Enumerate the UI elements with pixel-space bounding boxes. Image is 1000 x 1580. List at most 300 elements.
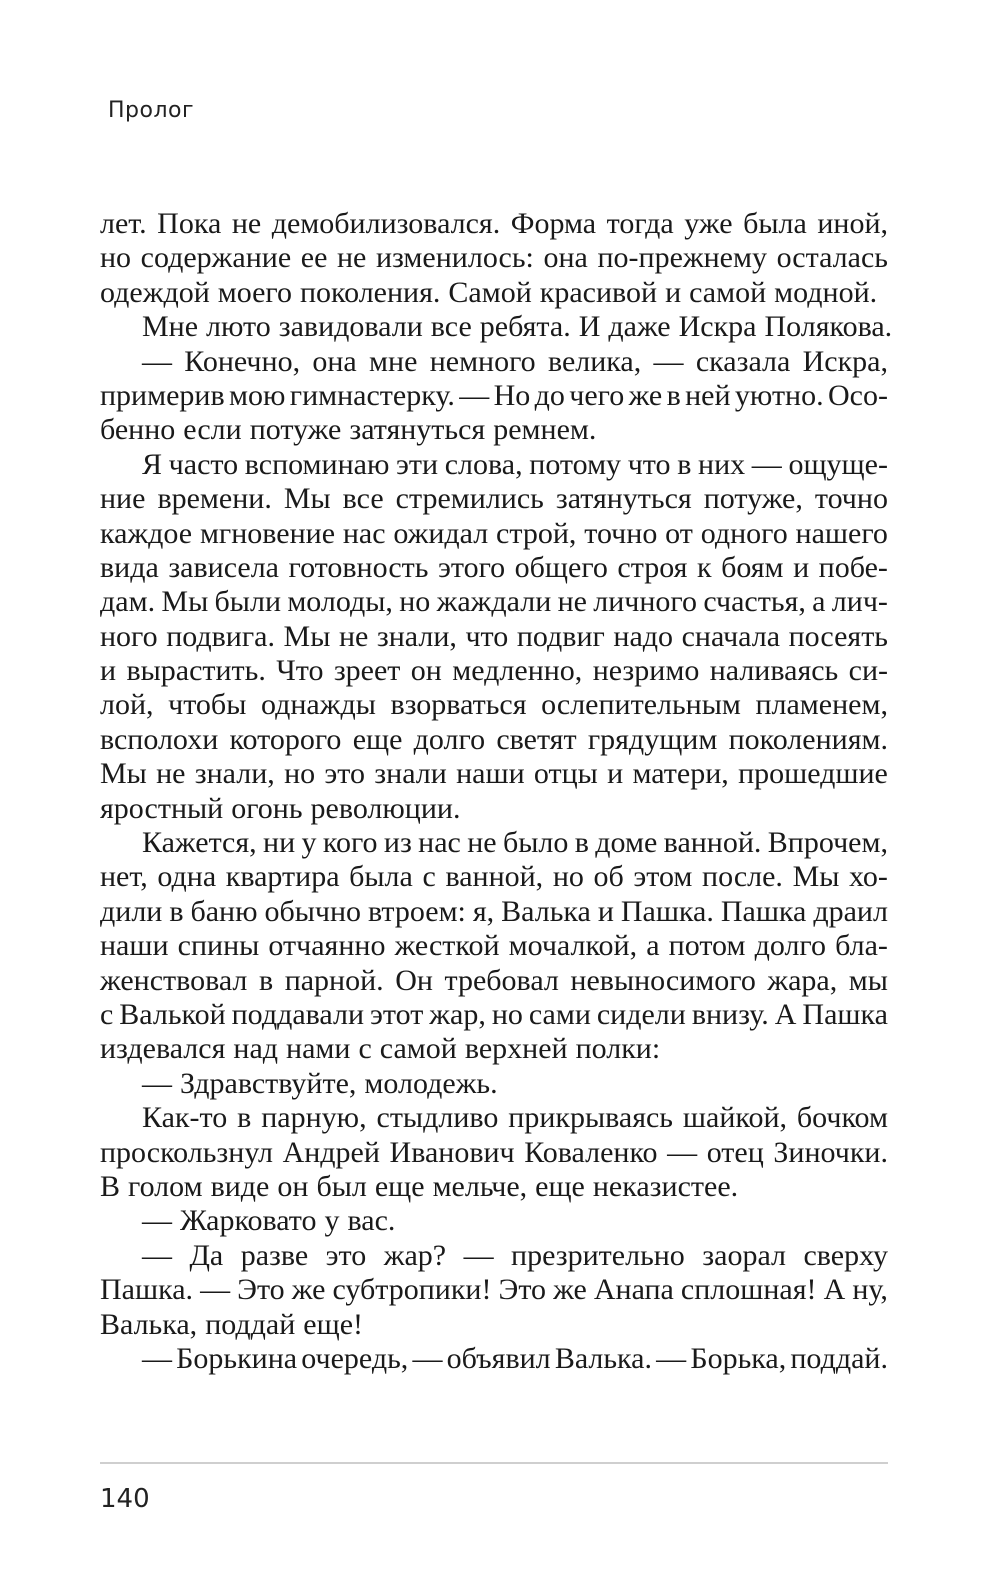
word: А <box>774 997 797 1031</box>
word: прикрываясь <box>508 1101 673 1135</box>
text-line <box>100 379 888 413</box>
text-line <box>100 929 888 963</box>
text-line <box>100 757 888 791</box>
word: но <box>399 585 431 619</box>
word: жаждали <box>436 585 552 619</box>
word: даже <box>608 310 671 344</box>
word: это <box>325 1238 367 1272</box>
word: строя <box>617 550 688 584</box>
word: А <box>823 1273 846 1307</box>
word: а <box>646 929 660 963</box>
word: — <box>142 1341 172 1375</box>
word: тогда <box>606 207 674 240</box>
word: потом <box>668 929 746 963</box>
word: а <box>812 585 826 619</box>
word: Это <box>498 1273 547 1307</box>
paragraph <box>100 1342 888 1376</box>
text-line <box>100 482 888 516</box>
word: парной. <box>284 963 384 997</box>
word: и <box>597 894 614 928</box>
word: си- <box>848 654 888 688</box>
text-line <box>100 276 888 310</box>
word: изменилось: <box>375 241 534 275</box>
word: Коваленко <box>524 1135 658 1169</box>
text-line <box>100 345 888 379</box>
word: она <box>543 241 588 275</box>
word: спины <box>177 929 260 963</box>
paragraph <box>100 345 888 448</box>
word: поколения. <box>300 275 441 309</box>
word: сначала <box>681 619 781 653</box>
word: проскользнул <box>100 1135 273 1169</box>
word: немного <box>429 344 536 378</box>
word: надо <box>613 619 674 653</box>
paragraph <box>100 1204 888 1238</box>
word: Кажется, <box>142 826 257 860</box>
word: лич- <box>831 585 888 619</box>
word: невыносимого <box>570 963 756 997</box>
word: Конечно, <box>184 344 301 378</box>
word: кого <box>322 826 378 860</box>
word: поддай <box>205 1307 296 1341</box>
word: издевался <box>100 1032 226 1066</box>
word: Пашка. <box>100 1273 194 1307</box>
text-line <box>100 1032 888 1066</box>
text-line <box>100 551 888 585</box>
word: эти <box>396 447 439 481</box>
word: голом <box>128 1169 203 1203</box>
paragraph <box>100 1101 888 1204</box>
paragraph <box>100 826 888 1067</box>
word: Но <box>493 378 531 412</box>
word: Иванович <box>389 1135 515 1169</box>
word: — <box>667 1135 698 1169</box>
word: если <box>183 413 242 447</box>
word: же <box>628 378 663 412</box>
word: бенно <box>100 413 176 447</box>
word: этого <box>437 550 506 584</box>
word: примерив <box>100 378 225 412</box>
word: ослепительным <box>541 688 741 722</box>
word: стыдливо <box>376 1101 499 1135</box>
word: разве <box>240 1238 309 1272</box>
text-line <box>100 1273 888 1307</box>
word: у <box>301 826 317 860</box>
word: мельче, <box>432 1169 528 1203</box>
word: верхней <box>464 1032 568 1066</box>
word: ощуще- <box>788 447 888 481</box>
word: не <box>338 619 369 653</box>
word: общего <box>514 550 608 584</box>
word: прошедшие <box>738 757 888 791</box>
word: жар? <box>383 1238 447 1272</box>
word: Валькой <box>119 997 226 1031</box>
word: бочком <box>796 1101 888 1135</box>
word: в <box>169 894 184 928</box>
word: огонь <box>231 791 303 825</box>
word: еще <box>535 1169 585 1203</box>
word: он <box>277 1169 309 1203</box>
word: — <box>656 1341 687 1375</box>
word: строй, <box>496 516 577 550</box>
word: наши <box>456 757 525 791</box>
word: все <box>342 482 384 516</box>
word: красивой <box>539 275 658 309</box>
text-line <box>100 413 888 447</box>
word: готовность <box>288 550 429 584</box>
word: знали, <box>194 757 275 791</box>
word: Самой <box>448 275 532 309</box>
word: но <box>284 757 316 791</box>
word: слова, <box>444 447 523 481</box>
word: — <box>459 378 490 412</box>
word: Мы <box>161 585 209 619</box>
word: жесткой <box>394 929 500 963</box>
word: яростный <box>100 791 224 825</box>
word: побе- <box>818 550 888 584</box>
word: демобилизовался. <box>271 207 501 240</box>
word: Это <box>237 1273 285 1307</box>
word: люто <box>206 310 271 344</box>
paragraph <box>100 448 888 826</box>
word: затянуться <box>555 482 692 516</box>
word: подвига. <box>166 619 275 653</box>
word: нет, <box>100 860 148 894</box>
text-line <box>100 620 888 654</box>
word: дили <box>100 894 163 928</box>
word: Искра <box>678 310 757 344</box>
word: же <box>291 1273 326 1307</box>
word: сверху <box>803 1238 888 1272</box>
word: — <box>751 447 782 481</box>
word: ремнем. <box>493 413 597 447</box>
text-line <box>100 723 888 757</box>
word: от <box>665 516 693 550</box>
word: обычно <box>264 894 362 928</box>
word: я, <box>472 894 495 928</box>
word: потуже <box>249 413 342 447</box>
word: были <box>214 585 281 619</box>
word: зависела <box>168 550 279 584</box>
text-line <box>100 1204 888 1238</box>
word: лет. <box>100 207 147 240</box>
word: к <box>696 550 712 584</box>
word: — <box>142 1238 172 1272</box>
word: внизу. <box>691 997 769 1031</box>
word: не <box>336 241 367 275</box>
word: неказистее. <box>592 1169 739 1203</box>
word: Жарковато <box>180 1204 317 1238</box>
word: затянуться <box>349 413 486 447</box>
text-line <box>100 1067 888 1101</box>
word: поколениям. <box>728 722 888 756</box>
word: был <box>316 1169 367 1203</box>
word: и <box>607 757 624 791</box>
word: осталась <box>776 241 888 275</box>
word: стремились <box>395 482 544 516</box>
word: Как-то <box>142 1101 228 1135</box>
word: Искра, <box>802 344 888 378</box>
text-line <box>100 310 893 344</box>
word: боям <box>721 550 784 584</box>
word: молодежь. <box>364 1066 498 1100</box>
word: И <box>578 310 601 344</box>
word: чего <box>569 378 625 412</box>
word: Анапа <box>593 1273 674 1307</box>
word: потуже, <box>703 482 803 516</box>
word: Да <box>189 1238 224 1272</box>
text-line <box>100 241 888 275</box>
word: ванной, <box>445 860 544 894</box>
word: модной. <box>774 275 878 309</box>
word: Пашка <box>720 894 807 928</box>
text-line <box>100 895 888 929</box>
word: нами <box>286 1032 351 1066</box>
word: медленно, <box>452 654 583 688</box>
word: Зиночки. <box>773 1135 888 1169</box>
word: — <box>200 1273 231 1307</box>
word: он <box>410 654 442 688</box>
word: у <box>324 1204 340 1238</box>
word: Борькина <box>176 1341 298 1375</box>
word: точно <box>814 482 888 516</box>
text-line <box>100 207 888 241</box>
word: одного <box>700 516 788 550</box>
footer-divider <box>100 1462 888 1464</box>
word: молоды, <box>287 585 393 619</box>
word: однажды <box>260 688 376 722</box>
word: грядущим <box>587 722 718 756</box>
word: этом <box>633 860 693 894</box>
word: мне <box>369 344 418 378</box>
word: мгновение <box>199 516 336 550</box>
word: часто <box>168 447 239 481</box>
word: сплошная! <box>680 1273 817 1307</box>
paragraph <box>100 310 893 344</box>
word: еще! <box>303 1307 364 1341</box>
word: Пашка <box>802 997 888 1031</box>
word: В <box>100 1169 121 1203</box>
word: и <box>100 654 117 688</box>
word: ней <box>685 378 731 412</box>
word: об <box>593 860 624 894</box>
word: иной, <box>817 207 888 240</box>
word: Здравствуйте, <box>180 1066 357 1100</box>
text-line <box>100 826 888 860</box>
word: ну, <box>852 1273 888 1307</box>
text-line <box>100 654 888 688</box>
word: была <box>349 860 413 894</box>
word: — <box>653 344 684 378</box>
word: по-прежнему <box>597 241 767 275</box>
word: сами <box>528 997 591 1031</box>
word: завидовали <box>278 310 423 344</box>
word: долго <box>413 722 486 756</box>
word: уже <box>684 207 733 240</box>
word: в <box>258 963 274 997</box>
word: это <box>324 757 366 791</box>
word: светят <box>496 722 577 756</box>
word: отцы <box>533 757 598 791</box>
word: вспоминаю <box>244 447 390 481</box>
text-line <box>100 1308 888 1342</box>
word: них <box>698 447 746 481</box>
word: нашего <box>795 516 888 550</box>
word: Валька, <box>100 1307 198 1341</box>
body-text <box>100 207 893 1376</box>
word: с <box>422 860 436 894</box>
word: точно <box>584 516 658 550</box>
word: отец <box>706 1135 764 1169</box>
word: — <box>142 1204 172 1238</box>
word: Валька. <box>554 1341 652 1375</box>
word: матери, <box>632 757 729 791</box>
word: и <box>665 275 682 309</box>
word: Он <box>395 963 433 997</box>
word: потому <box>529 447 622 481</box>
word: очередь, <box>301 1341 409 1375</box>
text-line <box>100 1136 888 1170</box>
word: Впрочем, <box>767 826 888 860</box>
word: Я <box>142 447 163 481</box>
word: дам. <box>100 585 156 619</box>
word: Мне <box>142 310 199 344</box>
word: втроем: <box>368 894 466 928</box>
word: знали, <box>376 619 457 653</box>
page-number: 140 <box>100 1484 150 1514</box>
word: мы <box>848 963 888 997</box>
word: личного <box>593 585 697 619</box>
word: еще <box>374 1169 425 1203</box>
word: велика, <box>547 344 642 378</box>
word: ребята. <box>479 310 571 344</box>
word: жара, <box>767 963 838 997</box>
word: Валька <box>501 894 591 928</box>
word: нас <box>342 516 386 550</box>
word: наливаясь <box>709 654 839 688</box>
word: ее <box>300 241 328 275</box>
word: этот <box>370 997 424 1031</box>
word: шайкой, <box>682 1101 787 1135</box>
word: взорваться <box>390 688 527 722</box>
word: сказала <box>695 344 791 378</box>
text-line <box>100 964 888 998</box>
word: Полякова. <box>764 310 893 344</box>
word: — <box>142 1066 172 1100</box>
word: ни <box>263 826 296 860</box>
word: заорал <box>702 1238 786 1272</box>
text-line <box>100 998 888 1032</box>
word: счастья, <box>703 585 806 619</box>
word: была <box>743 207 807 240</box>
word: Пашка. <box>620 894 714 928</box>
word: но <box>491 997 523 1031</box>
word: Мы <box>283 482 331 516</box>
word: в <box>574 826 589 860</box>
word: Пока <box>157 207 222 240</box>
word: ожидал <box>393 516 489 550</box>
word: женствовал <box>100 963 248 997</box>
word: не <box>557 585 587 619</box>
word: что <box>627 447 671 481</box>
text-line <box>100 860 888 894</box>
word: баню <box>190 894 258 928</box>
word: зреет <box>333 654 401 688</box>
paragraph <box>100 1067 888 1101</box>
word: — <box>142 344 172 378</box>
word: гимнастерку. <box>289 378 455 412</box>
word: квартира <box>225 860 340 894</box>
word: презрительно <box>511 1238 685 1272</box>
word: Осо- <box>827 378 888 412</box>
word: виде <box>210 1169 270 1203</box>
text-line <box>100 1239 888 1273</box>
text-line <box>100 517 888 551</box>
word: наши <box>100 929 169 963</box>
word: но <box>100 241 132 275</box>
word: Что <box>276 654 324 688</box>
word: вида <box>100 550 159 584</box>
word: доме <box>595 826 658 860</box>
paragraph <box>100 1239 888 1342</box>
word: до <box>534 378 565 412</box>
word: в <box>677 447 692 481</box>
word: одна <box>157 860 217 894</box>
word: полки: <box>575 1032 661 1066</box>
word: самой <box>379 1032 457 1066</box>
word: Мы <box>100 757 147 791</box>
word: хо- <box>849 860 888 894</box>
word: бла- <box>835 929 888 963</box>
word: в <box>237 1101 252 1135</box>
word: требовал <box>444 963 559 997</box>
word: пламенем, <box>755 688 888 722</box>
text-line <box>100 1170 888 1204</box>
word: поддай. <box>790 1341 888 1375</box>
word: она <box>312 344 357 378</box>
word: и <box>793 550 810 584</box>
word: революции. <box>310 791 461 825</box>
text-line <box>100 688 888 722</box>
word: с <box>100 997 114 1031</box>
word: еще <box>352 722 403 756</box>
word: сидели <box>596 997 686 1031</box>
text-line <box>100 1101 888 1135</box>
word: нас <box>418 826 461 860</box>
word: парную, <box>261 1101 367 1135</box>
word: Борька, <box>690 1341 787 1375</box>
word: чтобы <box>168 688 247 722</box>
word: посеять <box>788 619 888 653</box>
word: моего <box>217 275 292 309</box>
text-line <box>100 1342 888 1376</box>
text-line <box>100 448 888 482</box>
word: но <box>552 860 584 894</box>
word: каждое <box>100 516 193 550</box>
word: содержание <box>140 241 292 275</box>
word: отчаянно <box>268 929 386 963</box>
word: ванной. <box>663 826 762 860</box>
word: же <box>553 1273 587 1307</box>
word: субтропики! <box>332 1273 492 1307</box>
word: мою <box>229 378 286 412</box>
word: не <box>467 826 497 860</box>
running-title: Пролог <box>108 98 195 123</box>
word: было <box>502 826 569 860</box>
word: подвиг <box>516 619 605 653</box>
word: которого <box>229 722 342 756</box>
word: одеждой <box>100 275 210 309</box>
